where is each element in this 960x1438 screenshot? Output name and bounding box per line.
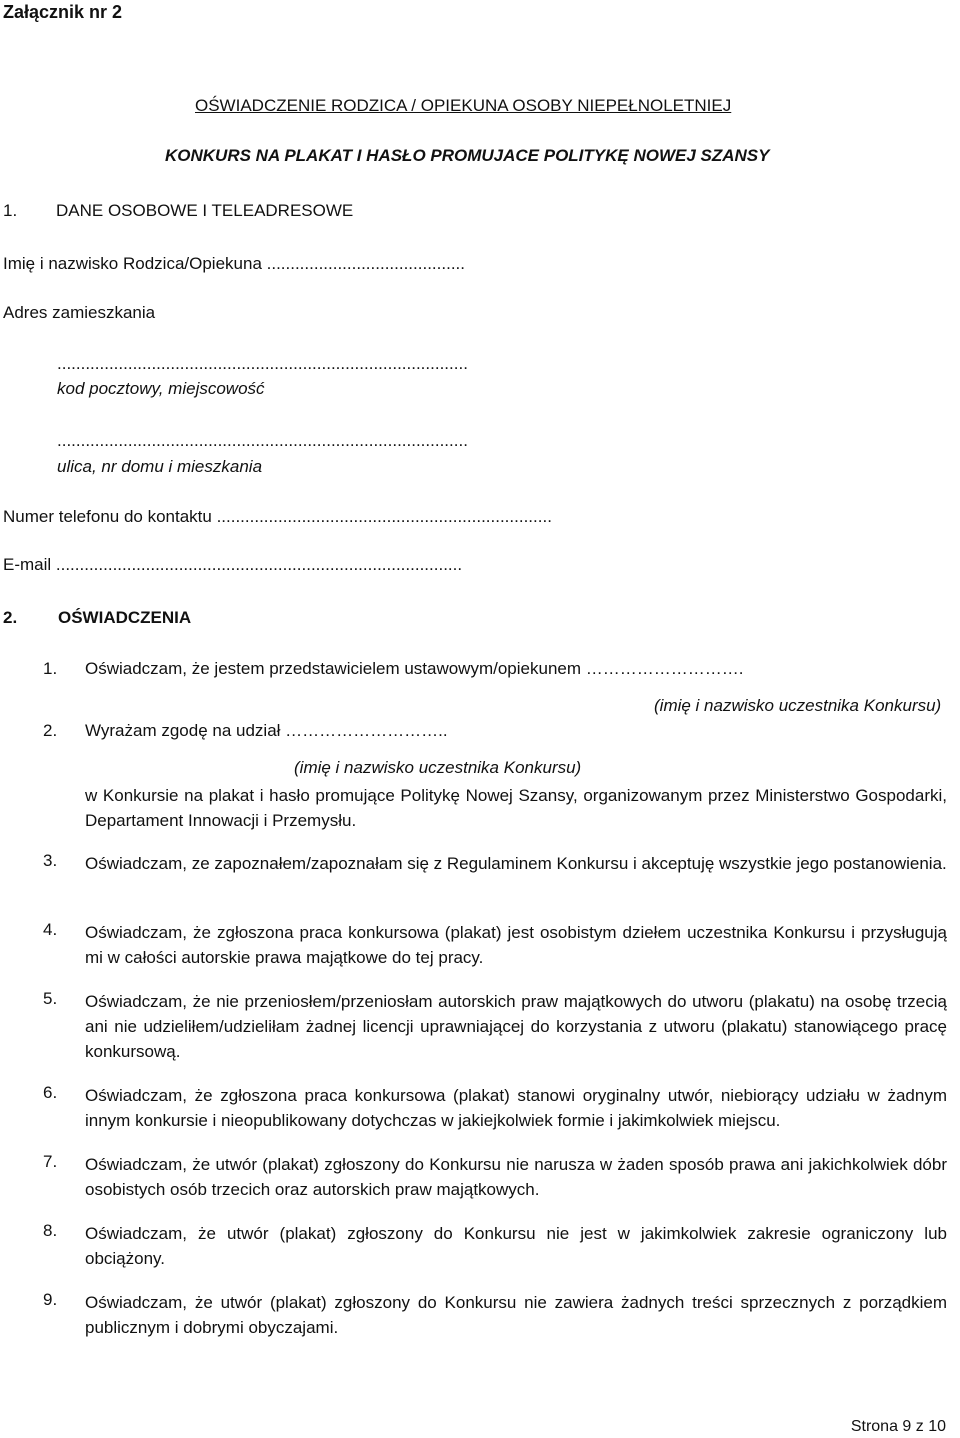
- contest-subtitle: KONKURS NA PLAKAT I HASŁO PROMUJACE POLITYKĘ NOWEJ SZANSY: [165, 146, 770, 165]
- parent-name-field: Imię i nazwisko Rodzica/Opiekuna ..........................................: [3, 254, 465, 273]
- page-number: Strona 9 z 10: [850, 1418, 946, 1435]
- postal-caption: kod pocztowy, miejscowość: [57, 379, 265, 398]
- annex-label: Załącznik nr 2: [3, 2, 123, 22]
- email-field: E-mail ......................................................................................: [3, 555, 463, 574]
- statement-text: Oświadczam, że zgłoszona praca konkursowa (plakat) jest osobistym dziełem uczestnika Konkursu i przysługują mi w całości autorskie prawa majątkowe do tej pracy.: [85, 923, 947, 967]
- phone-field: Numer telefonu do kontaktu .......................................................................: [3, 507, 552, 526]
- section1-heading: DANE OSOBOWE I TELEADRESOWE: [56, 201, 354, 220]
- statement-number: 4.: [43, 920, 58, 939]
- statement-number: 6.: [43, 1083, 58, 1102]
- section2-heading: OŚWIADCZENIA: [58, 608, 192, 627]
- statement-number: 7.: [43, 1152, 58, 1171]
- street-dots: .......................................................................................: [57, 431, 468, 450]
- statement-text: Oświadczam, ze zapoznałem/zapoznałam się z Regulaminem Konkursu i akceptuję wszystkie jego postanowienia.: [85, 854, 947, 873]
- statement-number: 3.: [43, 851, 58, 870]
- statement-number: 2.: [43, 721, 58, 740]
- statement-number: 1.: [43, 659, 58, 678]
- statement-text: Oświadczam, że jestem przedstawicielem ustawowym/opiekunem ……………………….: [85, 659, 744, 678]
- statement-text: Oświadczam, że utwór (plakat) zgłoszony do Konkursu nie narusza w żaden sposób prawa ani jakichkolwiek dóbr osobistych osób trzecich oraz autorskich praw majątkowych.: [85, 1155, 947, 1199]
- statement-number: 9.: [43, 1290, 58, 1309]
- street-caption: ulica, nr domu i mieszkania: [57, 457, 263, 476]
- statement-continuation: w Konkursie na plakat i hasło promujące Politykę Nowej Szansy, organizowanym przez Ministerstwo Gospodarki, Departament Innowacji i Przemysłu.: [85, 786, 947, 830]
- section2-number: 2.: [3, 608, 18, 627]
- statement-text: Oświadczam, że utwór (plakat) zgłoszony do Konkursu nie jest w jakimkolwiek zakresie ograniczony lub obciążony.: [85, 1224, 947, 1268]
- statement-text: Oświadczam, że utwór (plakat) zgłoszony do Konkursu nie zawiera żadnych treści sprzecznych z porządkiem publicznym i dobrymi obyczajami.: [85, 1293, 947, 1337]
- statement-text: Oświadczam, że zgłoszona praca konkursowa (plakat) stanowi oryginalny utwór, niebiorący udziału w żadnym innym konkursie i nieopublikowany dotychczas w jakiejkolwiek formie i jakimkolwiek miejscu.: [85, 1086, 947, 1130]
- section1-number: 1.: [3, 201, 18, 220]
- address-label: Adres zamieszkania: [3, 303, 156, 322]
- statement-number: 8.: [43, 1221, 58, 1240]
- statement-number: 5.: [43, 989, 58, 1008]
- statement-text: Wyrażam zgodę na udział ………………………..: [85, 721, 448, 740]
- participant-caption: (imię i nazwisko uczestnika Konkursu): [654, 696, 942, 715]
- statement-text: Oświadczam, że nie przeniosłem/przeniosłam autorskich praw majątkowych do utworu (plakatu) na osobę trzecią ani nie udzieliłem/udzieliłam żadnej licencji uprawniającej do korzystania z utworu (plakatu) stanowiącego pracę konkursową.: [85, 992, 947, 1061]
- postal-dots: .......................................................................................: [57, 354, 468, 373]
- participant-caption: (imię i nazwisko uczestnika Konkursu): [294, 758, 582, 777]
- document-title: OŚWIADCZENIE RODZICA / OPIEKUNA OSOBY NIEPEŁNOLETNIEJ: [195, 96, 732, 115]
